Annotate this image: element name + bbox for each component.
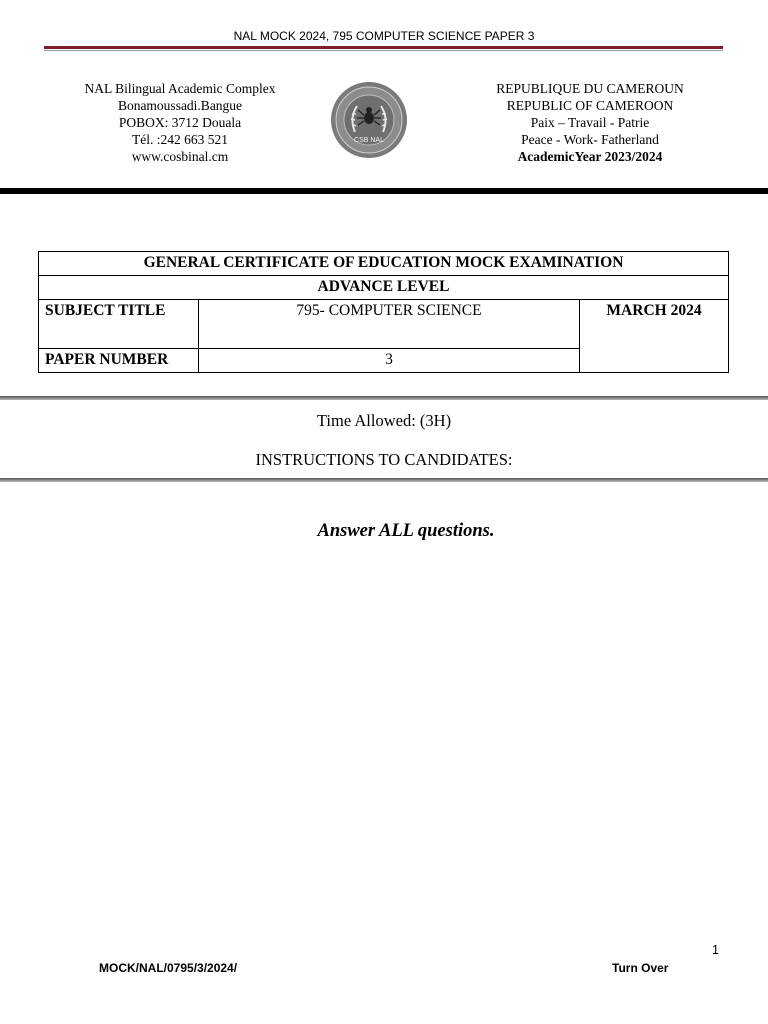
header-rule <box>44 46 723 49</box>
section-divider <box>0 188 768 194</box>
school-pobox: POBOX: 3712 Douala <box>118 115 242 130</box>
header-rule-shadow <box>44 50 723 51</box>
instruction-text: Answer ALL questions. <box>317 521 495 541</box>
country-block <box>470 80 710 165</box>
academic-year: AcademicYear 2023/2024 <box>517 149 663 164</box>
band-bottom-rule <box>0 478 768 482</box>
exam-level: ADVANCE LEVEL <box>39 276 729 300</box>
school-address <box>40 80 320 165</box>
time-allowed: Time Allowed: (3H) <box>316 411 452 430</box>
exam-date: MARCH 2024 <box>580 300 729 373</box>
paper-value: 3 <box>199 349 580 373</box>
school-crest-icon <box>329 80 409 160</box>
country-name-en: REPUBLIC OF CAMEROON <box>506 98 674 113</box>
page-number: 1 <box>712 943 719 957</box>
school-website: www.cosbinal.cm <box>131 149 229 164</box>
school-phone: Tél. :242 663 521 <box>132 132 228 147</box>
subject-value: 795- COMPUTER SCIENCE <box>199 300 580 349</box>
exam-info-table <box>38 251 729 373</box>
country-name-fr: REPUBLIQUE DU CAMEROUN <box>496 81 684 96</box>
paper-label: PAPER NUMBER <box>39 349 199 373</box>
motto-en: Peace - Work- Fatherland <box>521 132 659 147</box>
school-name: NAL Bilingual Academic Complex <box>84 81 276 96</box>
running-header: NAL MOCK 2024, 795 COMPUTER SCIENCE PAPER 3 <box>233 29 535 43</box>
motto-fr: Paix – Travail - Patrie <box>530 115 650 130</box>
exam-title: GENERAL CERTIFICATE OF EDUCATION MOCK EXAMINATION <box>39 252 729 276</box>
subject-label: SUBJECT TITLE <box>39 300 199 349</box>
instructions-heading: INSTRUCTIONS TO CANDIDATES: <box>255 450 513 469</box>
svg-text:CSB NAL: CSB NAL <box>354 137 384 144</box>
school-location: Bonamoussadi.Bangue <box>117 98 243 113</box>
band-top-rule <box>0 396 768 400</box>
turn-over-label: Turn Over <box>612 961 669 975</box>
footer-code: MOCK/NAL/0795/3/2024/ <box>99 961 238 975</box>
